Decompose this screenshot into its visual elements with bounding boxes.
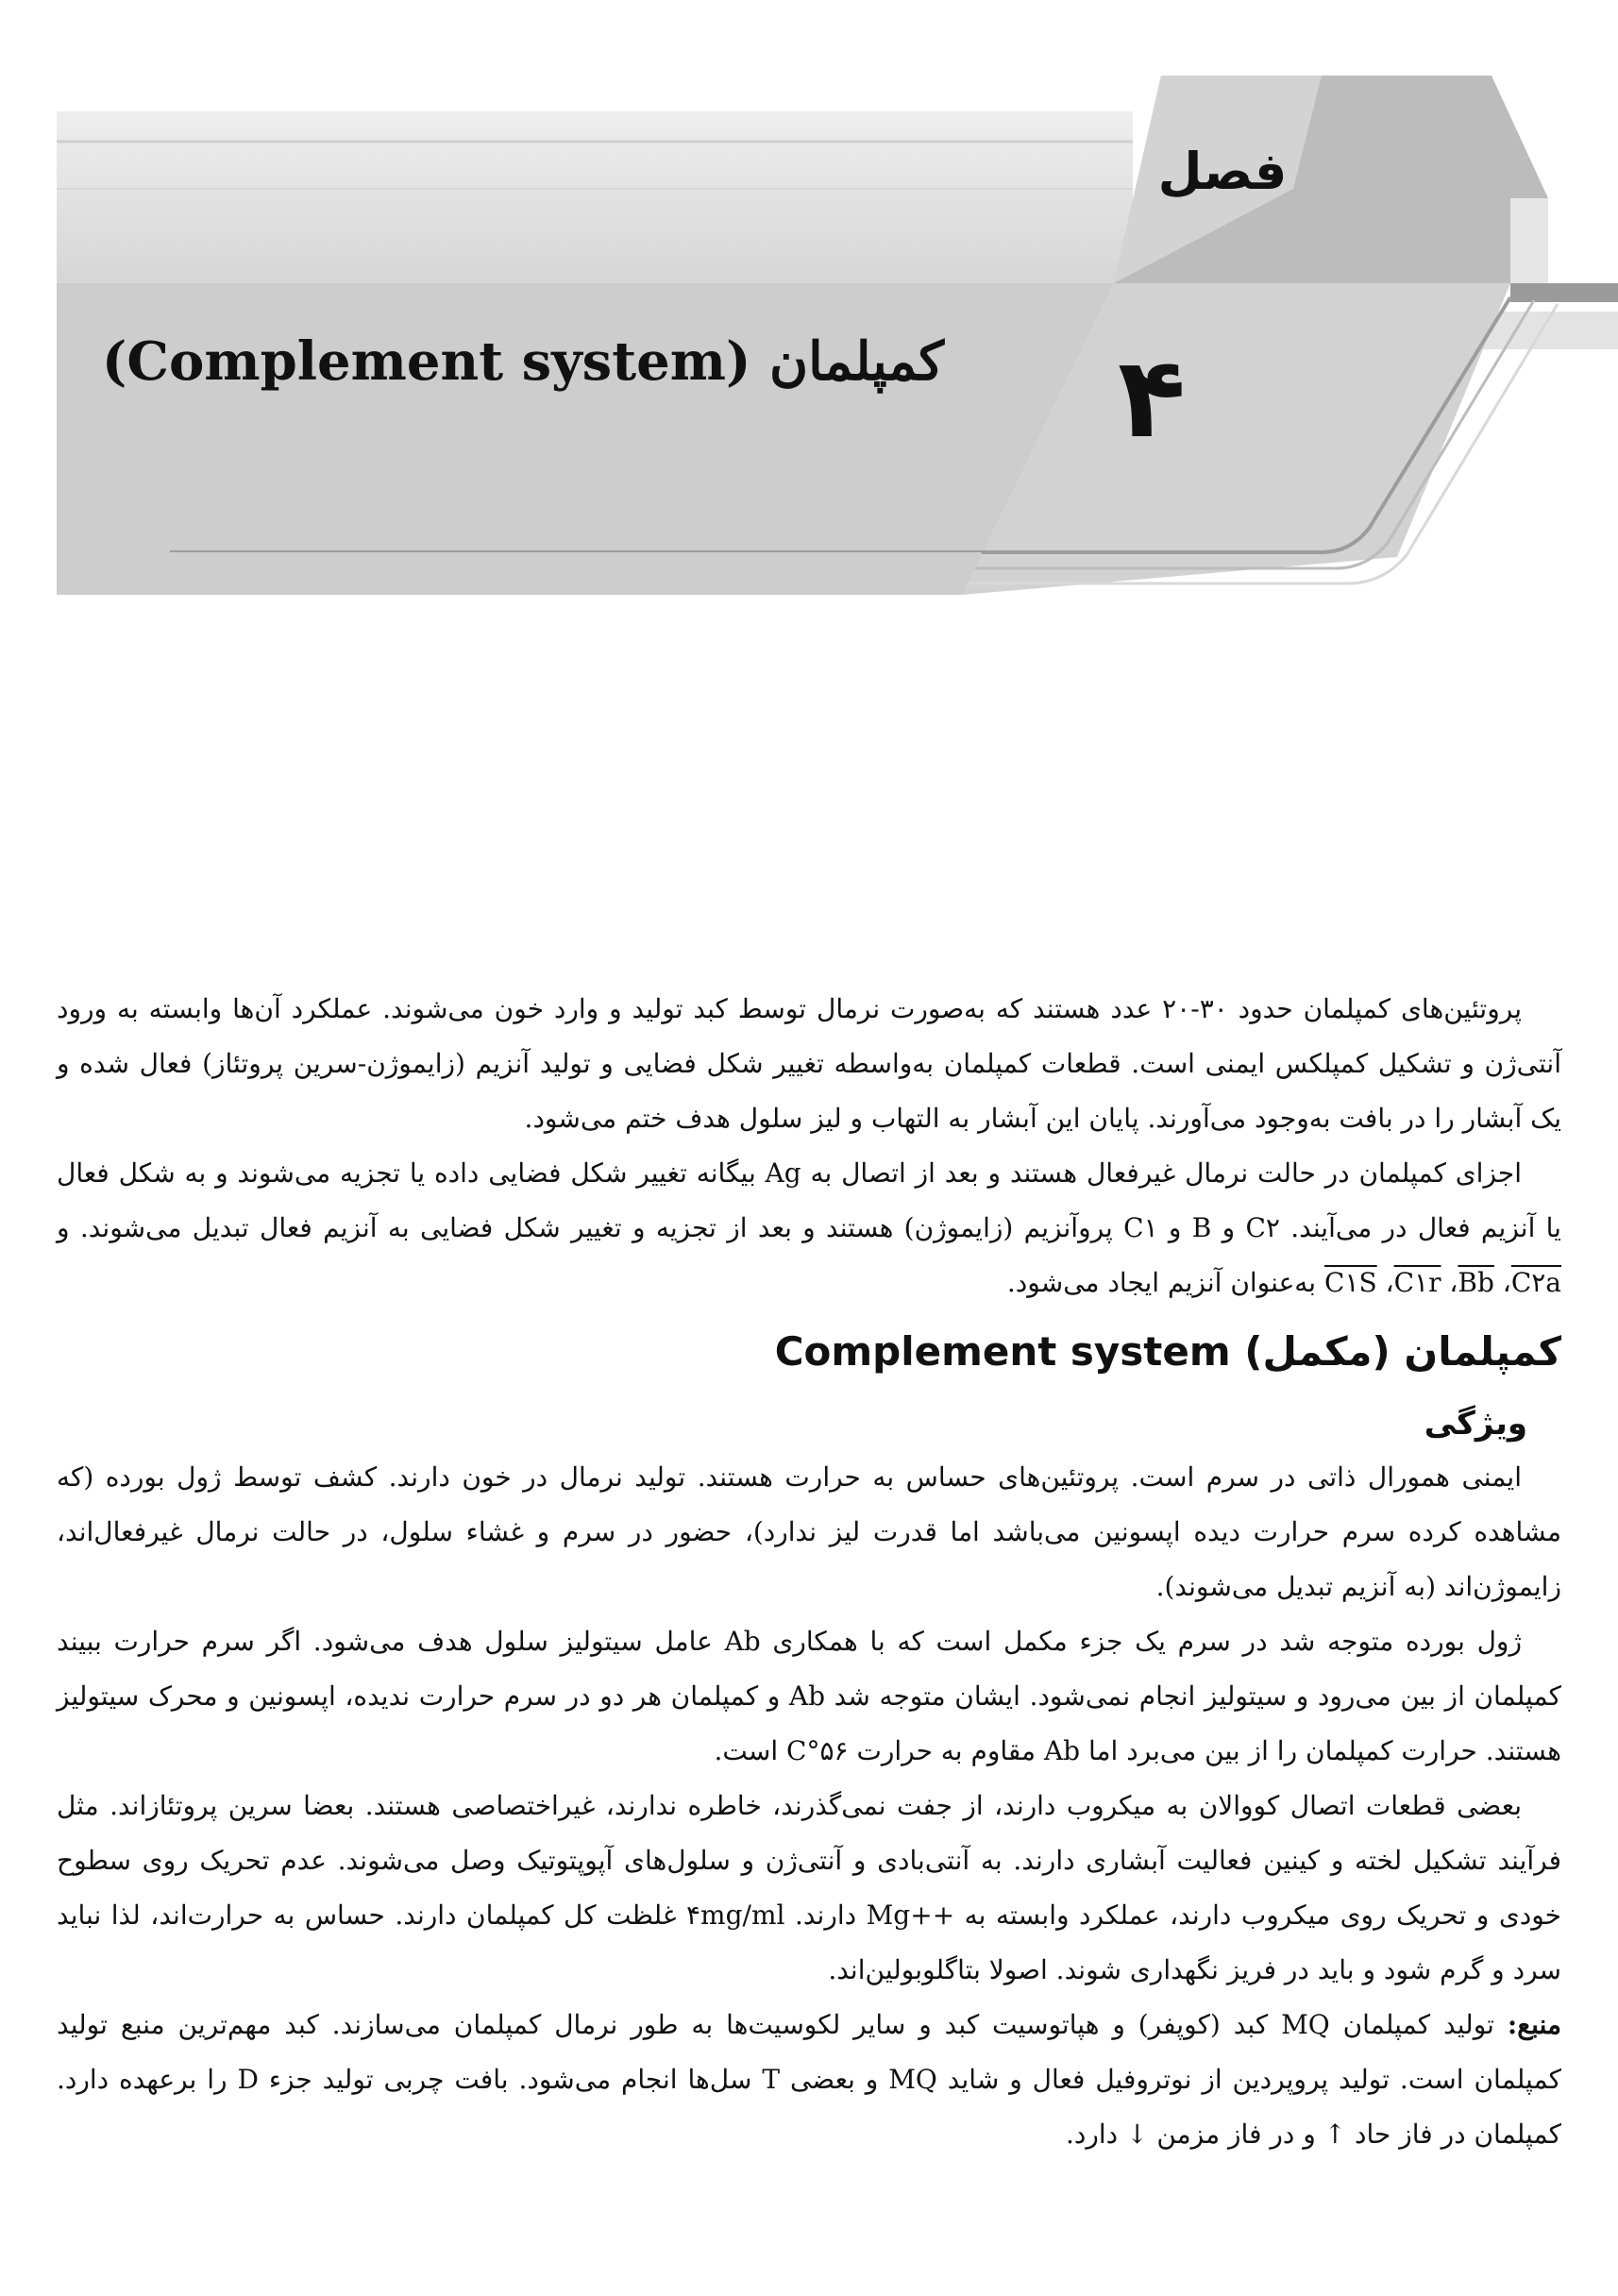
subsection-heading: ویژگی (1424, 1405, 1527, 1443)
components-text-1: اجزای کمپلمان در حالت نرمال غیرفعال هستند و بعد از اتصال به Ag بیگانه تغییر شکل فضایی داده یا تجزیه می‌شوند و به شکل فعال یا آنزیم فعال در می‌آیند. C۲ و B و C۱ پروآنزیم (زایموژن) هستند و بعد از تجزیه و تغییر شکل فضایی به آنزیم فعال تبدیل می‌شوند. و (57, 1157, 1561, 1243)
page-content (57, 982, 1561, 2162)
components-text-2: به‌عنوان آنزیم ایجاد می‌شود. (1006, 1267, 1317, 1298)
chapter-banner (0, 0, 1618, 623)
enzyme-c1r: C۱r (1393, 1267, 1441, 1298)
chapter-number: ۴ (1117, 332, 1187, 463)
intro-paragraph: پروتئین‌های کمپلمان حدود ۳۰-۲۰ عدد هستند که به‌صورت نرمال توسط کبد تولید و وارد خون می‌شوند. عملکرد آن‌ها وابسته به ورود آنتی‌ژن و تشکیل کمپلکس ایمنی است. قطعات کمپلمان به‌واسطه تغییر شکل فضایی و تولید آنزیم (زایموژن-سرین پروتئاز) فعال شده و یک آبشار را در بافت به‌وجود می‌آورند. پایان این آبشار به التهاب و لیز سلول هدف ختم می‌شود. (57, 993, 1561, 1134)
section-heading: کمپلمان (مکمل) Complement system (774, 1328, 1561, 1375)
feature-paragraph-1: ایمنی همورال ذاتی در سرم است. پروتئین‌های حساس به حرارت هستند. تولید نرمال در خون دارند. کشف توسط ژول بورده (که مشاهده کرده سرم حرارت دیده اپسونین می‌باشد اما قدرت لیز ندارد)، حضور در سرم و غشاء سلول، در حالت نرمال غیرفعال‌اند، زایموژن‌اند (به آنزیم تبدیل می‌شوند). (57, 1461, 1561, 1602)
components-paragraph: اجزای کمپلمان در حالت نرمال غیرفعال هستند و بعد از اتصال به Ag بیگانه تغییر شکل فضایی داده یا تجزیه می‌شوند و به شکل فعال یا آنزیم فعال در می‌آیند. C۲ و B و C۱ پروآنزیم (زایموژن) هستند و بعد از تجزیه و تغییر شکل فضایی به آنزیم فعال تبدیل می‌شوند. و C۲a، $\overline{Bb}،$ C۱r، C۱S به‌عنوان آنزیم ایجاد می‌شود. (57, 1157, 1561, 1298)
feature-paragraph-3: بعضی قطعات اتصال کووالان به میکروب دارند، از جفت نمی‌گذرند، خاطره ندارند، غیراختصاصی هستند. بعضا سرین پروتئازاند. مثل فرآیند تشکیل لخته و کینین فعالیت آبشاری دارند. به آنتی‌بادی و آنتی‌ژن و سلول‌های آپوپتوتیک وصل می‌شوند. عدم تحریک روی سطوح خودی و تحریک روی میکروب دارند، عملکرد وابسته به ++Mg دارند. ۴mg/ml غلظت کل کمپلمان دارند. حساس به حرارت‌اند، لذا نباید سرد و گرم شود و باید در فریز نگهداری شوند. اصولا بتاگلوبولین‌اند. (57, 1790, 1561, 1985)
enzyme-bb: $\overline{Bb}$ (1458, 1267, 1494, 1298)
chapter-label: فصل (1157, 142, 1288, 201)
source-paragraph (57, 1998, 1561, 2162)
chapter-title: کمپلمان (Complement system) (101, 330, 944, 393)
source-text: تولید کمپلمان MQ کبد (کوپفر) و هپاتوسیت کبد و سایر لکوسیت‌ها به طور نرمال کمپلمان می‌سازند. کبد مهم‌ترین منبع تولید کمپلمان است. تولید پروپردین از نوتروفیل فعال و شاید MQ و بعضی T سل‌ها انجام می‌شود. بافت چربی تولید جزء D را برعهده دارد. کمپلمان در فاز حاد ↑ و در فاز مزمن ↓ دارد. (57, 2009, 1561, 2150)
feature-paragraph-2: ژول بورده متوجه شد در سرم یک جزء مکمل است که با همکاری Ab عامل سیتولیز سلول هدف می‌شود. اگر سرم حرارت ببیند کمپلمان از بین می‌رود و سیتولیز انجام نمی‌شود. ایشان متوجه شد Ab و کمپلمان هر دو در سرم حرارت ندیده، اپسونین و محرک سیتولیز هستند. حرارت کمپلمان را از بین می‌برد اما Ab مقاوم به حرارت ۵۶°C است. (57, 1626, 1561, 1766)
source-label: منبع: (1507, 2009, 1562, 2040)
enzyme-c1s: C۱S (1324, 1267, 1377, 1298)
enzyme-c2a: C۲a (1510, 1267, 1561, 1298)
banner-top-strip (57, 111, 1133, 283)
